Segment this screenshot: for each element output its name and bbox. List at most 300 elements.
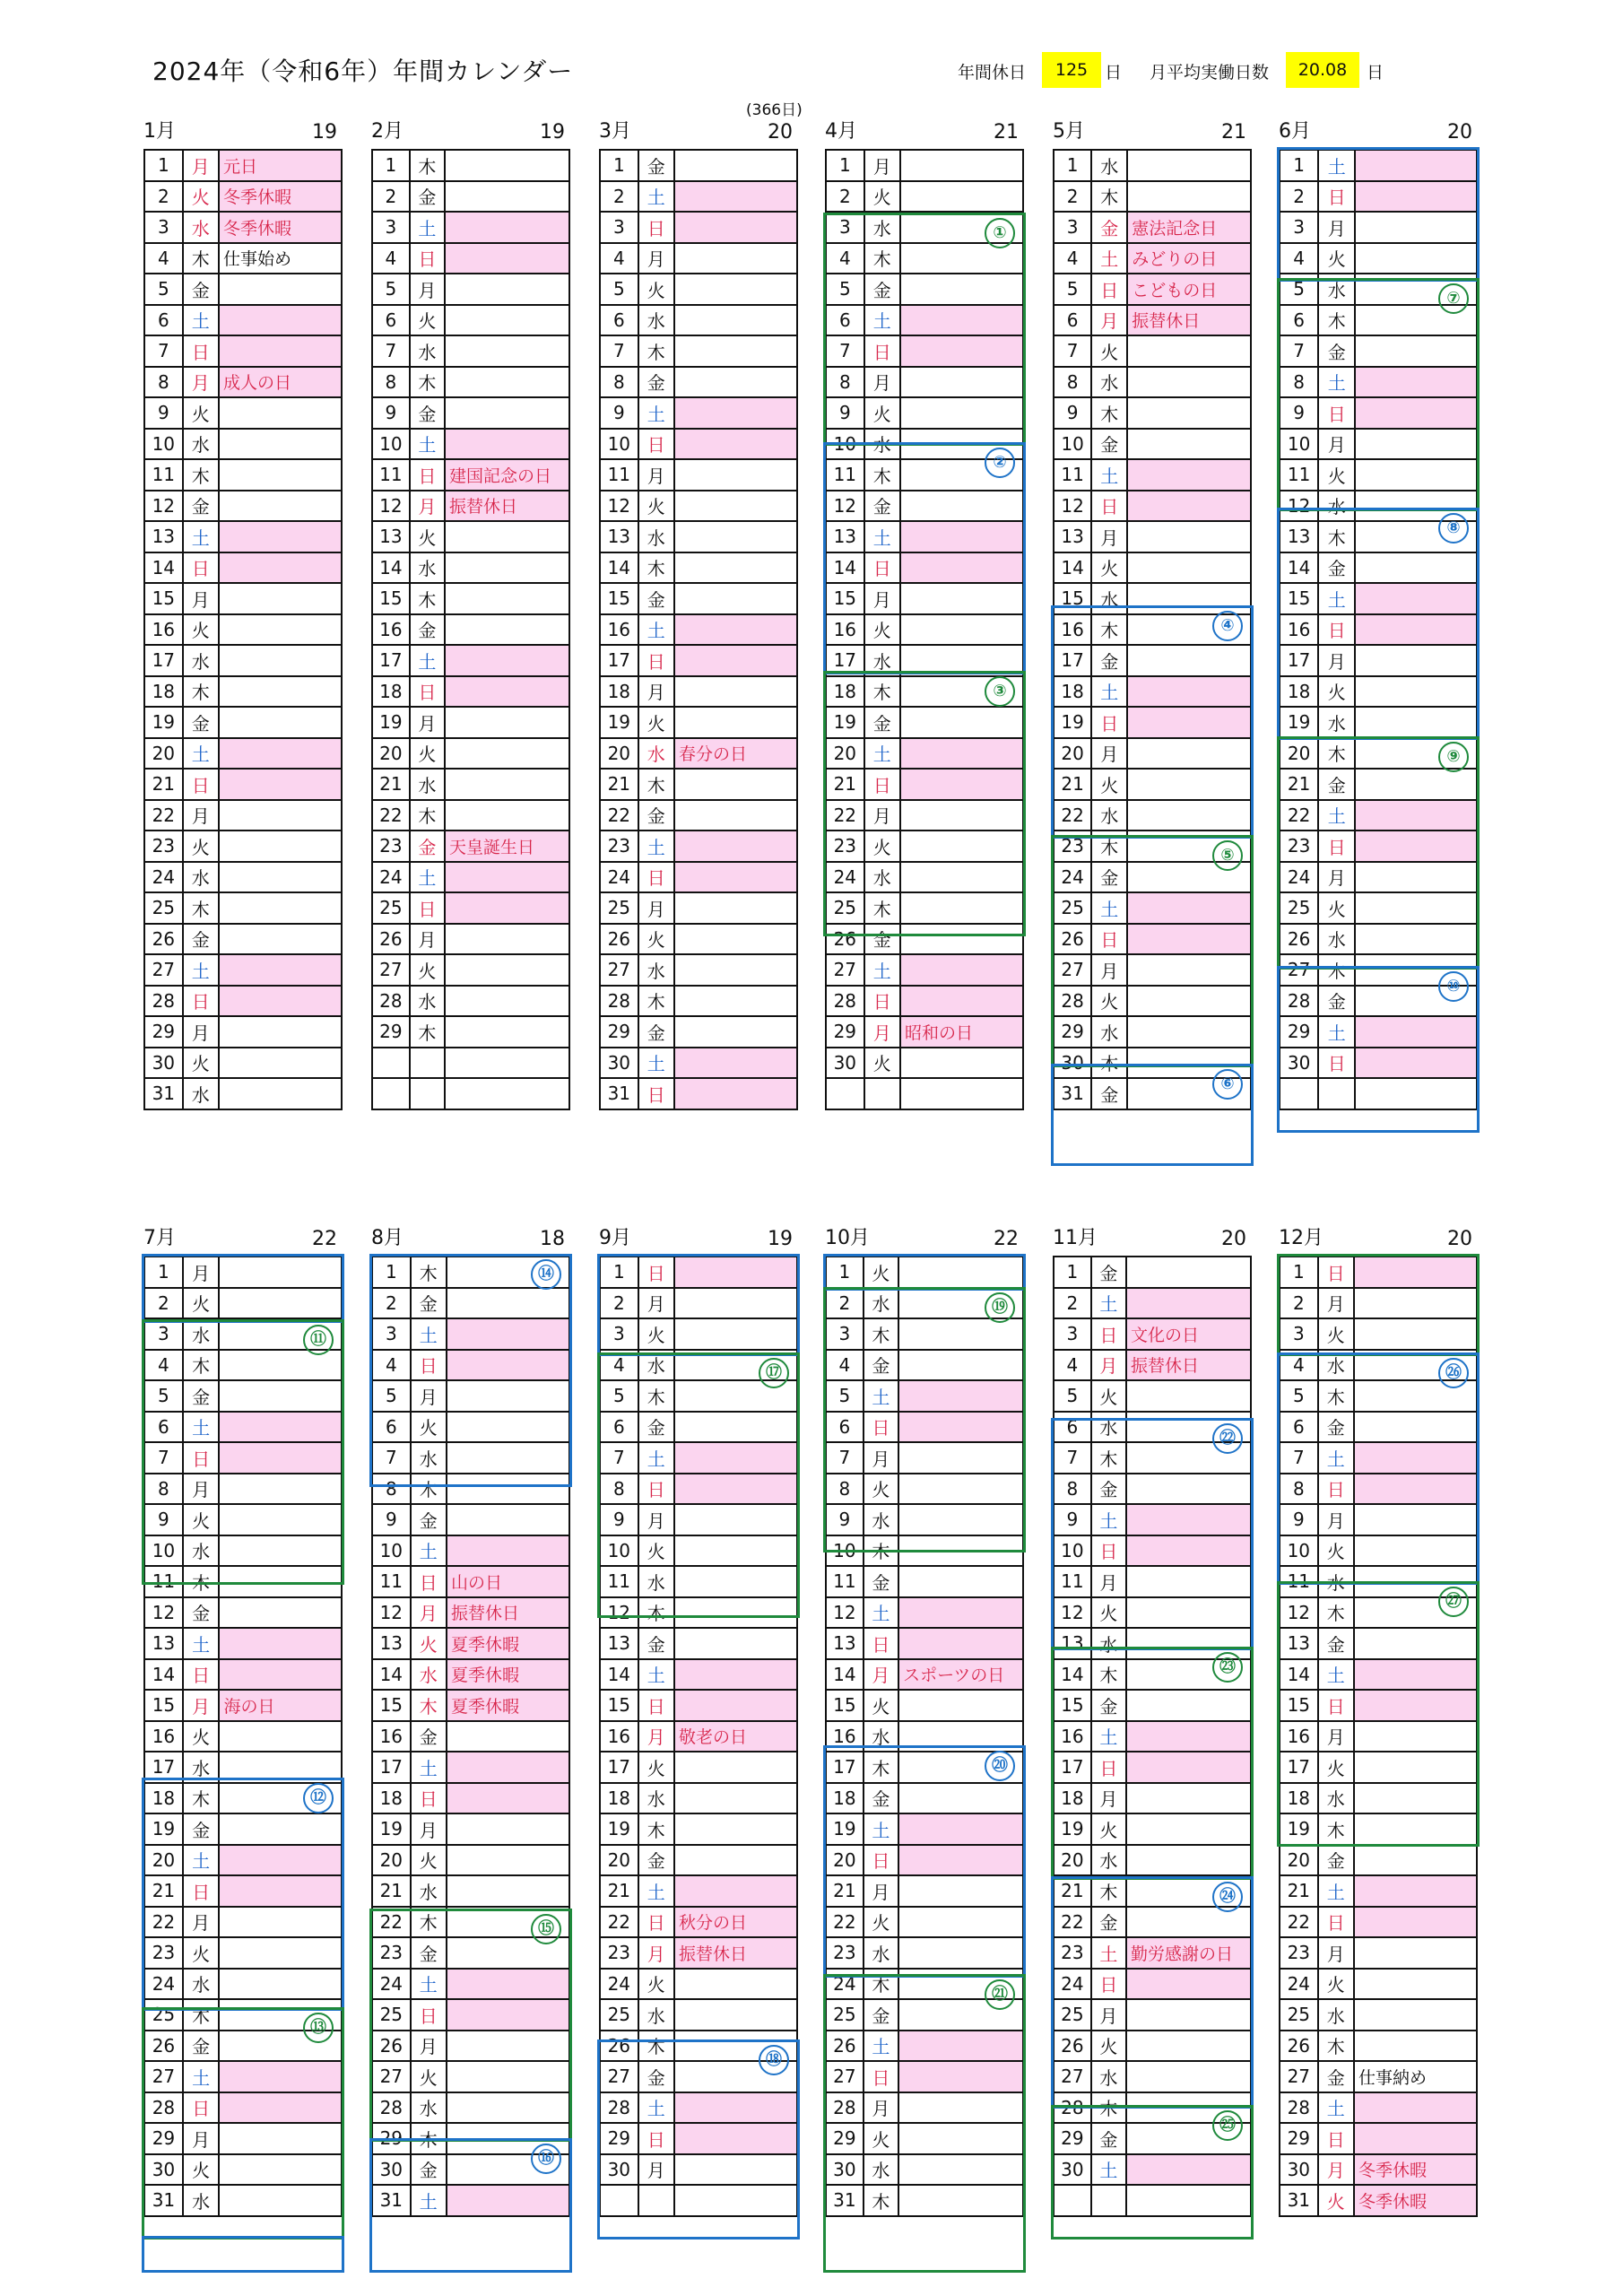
day-number: 2 [372, 181, 410, 213]
day-row [372, 1783, 569, 1814]
day-weekday: 水 [1091, 1016, 1127, 1048]
day-row [600, 1078, 797, 1109]
day-note [1126, 1566, 1251, 1597]
day-number: 1 [826, 150, 864, 181]
day-note [219, 1380, 342, 1412]
day-row [372, 645, 569, 676]
day-weekday: 月 [864, 1442, 898, 1474]
day-note [1354, 1442, 1477, 1474]
day-row [144, 367, 342, 398]
day-row [1280, 1318, 1477, 1350]
day-note [447, 1380, 569, 1412]
day-row [600, 1597, 797, 1629]
day-number: 6 [372, 1412, 411, 1443]
day-note [219, 2092, 342, 2124]
day-note [1355, 831, 1477, 862]
day-number: 27 [1054, 954, 1091, 986]
month-label: 7月 [143, 1227, 176, 1249]
day-weekday: 土 [638, 1048, 674, 1079]
day-number: 22 [826, 1907, 864, 1938]
day-row [372, 335, 569, 367]
day-weekday: 金 [410, 614, 445, 646]
day-row [1054, 335, 1251, 367]
day-row [372, 1412, 569, 1443]
day-note [219, 707, 342, 738]
week-group-number: ⑱ [759, 2045, 789, 2075]
day-number: 26 [372, 2031, 411, 2062]
day-number: 6 [144, 305, 183, 336]
day-note [1354, 2061, 1477, 2092]
day-weekday: 日 [638, 1907, 674, 1938]
day-weekday: 水 [411, 1875, 447, 1907]
day-row [144, 676, 342, 708]
day-number: 3 [144, 1318, 183, 1350]
holiday-name: 成人の日 [222, 373, 291, 394]
day-note [219, 1535, 342, 1567]
day-number: 20 [600, 1845, 638, 1876]
day-note [1126, 1288, 1251, 1319]
holiday-name: 建国記念の日 [449, 465, 552, 486]
day-row [144, 769, 342, 800]
day-note [674, 1999, 797, 2031]
day-note [219, 521, 342, 552]
day-number: 10 [1054, 429, 1091, 460]
month-table [371, 149, 570, 1110]
day-row [1054, 2061, 1251, 2092]
day-number: 24 [826, 1969, 864, 2000]
day-row [372, 1875, 569, 1907]
day-row [1280, 1752, 1477, 1783]
day-weekday: 木 [183, 676, 219, 708]
day-note [898, 2061, 1023, 2092]
day-note [898, 2123, 1023, 2154]
day-number: 23 [600, 1937, 638, 1969]
day-weekday: 月 [864, 583, 900, 614]
day-number: 15 [1280, 1690, 1318, 1721]
day-row [1280, 831, 1477, 862]
day-number: 29 [1280, 2123, 1318, 2154]
day-number: 31 [1280, 2185, 1318, 2216]
day-number: 17 [144, 1752, 183, 1783]
day-number: 2 [826, 181, 864, 213]
day-weekday: 日 [1318, 1474, 1354, 1505]
day-row [826, 986, 1023, 1017]
day-row [372, 924, 569, 955]
day-note [1355, 243, 1477, 274]
day-weekday: 金 [638, 800, 674, 831]
day-row [826, 397, 1023, 429]
day-note [674, 1597, 797, 1629]
day-note [674, 367, 797, 398]
day-row [600, 1566, 797, 1597]
day-number: 21 [144, 1875, 183, 1907]
day-weekday: 月 [864, 1875, 898, 1907]
day-weekday: 水 [183, 1969, 220, 2000]
day-row [826, 1078, 1023, 1109]
day-number: 10 [372, 1535, 411, 1567]
month-workdays: 20 [768, 121, 793, 144]
day-weekday: 木 [410, 150, 445, 181]
day-weekday: 火 [864, 1474, 898, 1505]
day-number: 11 [1054, 1566, 1091, 1597]
day-number: 31 [144, 1078, 183, 1109]
day-note [219, 1016, 342, 1048]
day-row [1280, 1875, 1477, 1907]
day-weekday: 日 [1091, 491, 1127, 522]
day-weekday: 月 [1091, 1566, 1126, 1597]
day-note [898, 1566, 1023, 1597]
day-row [1054, 1318, 1251, 1350]
day-note [219, 243, 342, 274]
day-weekday: 水 [411, 1442, 447, 1474]
day-weekday: 月 [1091, 521, 1127, 552]
day-note [219, 583, 342, 614]
day-note [447, 1845, 569, 1876]
day-number: 10 [144, 429, 183, 460]
day-note [674, 1318, 797, 1350]
month-12 [1279, 1225, 1478, 2280]
day-note [445, 924, 569, 955]
day-note [674, 1659, 797, 1691]
day-weekday: 日 [638, 645, 674, 676]
day-number: 26 [600, 924, 638, 955]
month-header [599, 1225, 798, 1252]
day-weekday: 水 [1091, 367, 1127, 398]
month-workdays: 18 [540, 1228, 565, 1250]
day-note [1355, 397, 1477, 429]
day-note [674, 862, 797, 893]
day-weekday: 火 [183, 1937, 220, 1969]
day-number: 13 [1054, 1628, 1091, 1659]
day-number: 22 [600, 1907, 638, 1938]
day-number: 22 [826, 800, 864, 831]
day-note [447, 1566, 569, 1597]
day-weekday: 木 [864, 1318, 898, 1350]
day-note [219, 1721, 342, 1752]
day-note [900, 645, 1023, 676]
day-number: 18 [826, 676, 864, 708]
day-number: 16 [826, 614, 864, 646]
day-row [826, 1016, 1023, 1048]
day-row [1054, 1783, 1251, 1814]
day-weekday: 火 [864, 2123, 898, 2154]
day-weekday: 火 [1091, 1813, 1126, 1845]
day-row [1054, 2031, 1251, 2062]
day-weekday: 金 [183, 924, 219, 955]
day-weekday: 火 [638, 707, 674, 738]
day-weekday: 火 [183, 397, 219, 429]
day-number: 13 [144, 521, 183, 552]
month-workdays: 22 [994, 1228, 1019, 1250]
day-weekday: 木 [411, 1907, 447, 1938]
day-number: 11 [372, 459, 410, 491]
day-row [144, 924, 342, 955]
day-number: 24 [600, 862, 638, 893]
day-weekday: 木 [638, 335, 674, 367]
day-note [674, 1937, 797, 1969]
day-number: 5 [1280, 274, 1318, 305]
month-header [371, 118, 570, 145]
day-number: 13 [144, 1628, 183, 1659]
day-row [1054, 429, 1251, 460]
day-weekday: 火 [864, 1907, 898, 1938]
day-weekday: 火 [864, 1048, 900, 1079]
day-weekday: 金 [1318, 1412, 1354, 1443]
day-note [1127, 491, 1251, 522]
month-table [143, 149, 343, 1110]
day-note [1355, 181, 1477, 213]
day-weekday: 日 [183, 335, 219, 367]
day-note [1354, 1783, 1477, 1814]
day-number: 15 [600, 1690, 638, 1721]
day-number: 31 [826, 2185, 864, 2216]
day-weekday: 日 [1091, 1535, 1126, 1567]
day-note [1127, 583, 1251, 614]
day-row [1054, 707, 1251, 738]
day-number: 3 [1280, 1318, 1318, 1350]
day-weekday: 金 [864, 1350, 898, 1381]
day-number: 23 [600, 831, 638, 862]
day-row [372, 1474, 569, 1505]
month-workdays: 22 [312, 1228, 337, 1250]
day-weekday: 金 [1318, 769, 1355, 800]
day-weekday: 土 [638, 1875, 674, 1907]
day-number: 4 [1054, 1350, 1091, 1381]
day-row [826, 1845, 1023, 1876]
day-weekday: 日 [864, 1845, 898, 1876]
day-row [600, 924, 797, 955]
day-number: 21 [1280, 769, 1318, 800]
day-row [372, 1721, 569, 1752]
day-number: 6 [600, 1412, 638, 1443]
day-number: 27 [600, 2061, 638, 2092]
day-number: 25 [1280, 1999, 1318, 2031]
day-row [144, 1969, 342, 2000]
day-weekday: 土 [183, 738, 219, 770]
day-row [144, 1813, 342, 1845]
day-note [898, 1504, 1023, 1535]
day-row [144, 2154, 342, 2186]
day-row [144, 1937, 342, 1969]
day-number: 13 [600, 1628, 638, 1659]
day-number: 29 [372, 2123, 411, 2154]
day-row [600, 1442, 797, 1474]
day-row [600, 491, 797, 522]
day-number: 11 [372, 1566, 411, 1597]
day-weekday: 金 [410, 831, 445, 862]
day-weekday: 木 [638, 1380, 674, 1412]
day-weekday: 火 [1318, 1969, 1354, 2000]
day-number: 16 [372, 1721, 411, 1752]
day-note [1354, 1474, 1477, 1505]
day-note [1355, 552, 1477, 584]
day-weekday: 月 [183, 1690, 220, 1721]
day-row [600, 521, 797, 552]
day-note [1355, 335, 1477, 367]
day-note [1126, 1690, 1251, 1721]
day-number: 25 [600, 892, 638, 924]
day-note [900, 614, 1023, 646]
day-weekday: 水 [1091, 1845, 1126, 1876]
day-number: 8 [1054, 367, 1091, 398]
month-header [371, 1225, 570, 1252]
day-number: 6 [1280, 305, 1318, 336]
day-note [447, 1999, 569, 2031]
day-row [144, 1048, 342, 1079]
day-note [674, 1048, 797, 1079]
day-number: 8 [144, 367, 183, 398]
day-note [445, 1048, 569, 1079]
day-weekday: 木 [1091, 614, 1127, 646]
day-number [372, 1078, 410, 1109]
day-number: 7 [372, 1442, 411, 1474]
day-number: 2 [1280, 181, 1318, 213]
day-number: 16 [1280, 614, 1318, 646]
day-note [674, 1845, 797, 1876]
day-row [600, 707, 797, 738]
day-note [447, 1288, 569, 1319]
month-workdays: 19 [540, 121, 565, 144]
week-group-number: ③ [985, 676, 1015, 707]
day-note [900, 1078, 1023, 1109]
day-row [826, 862, 1023, 893]
day-row [1280, 2154, 1477, 2186]
day-row [144, 738, 342, 770]
day-number: 21 [1280, 1875, 1318, 1907]
day-row [826, 707, 1023, 738]
day-row [826, 1628, 1023, 1659]
day-note [674, 769, 797, 800]
day-row [826, 1350, 1023, 1381]
day-number: 17 [1054, 1752, 1091, 1783]
day-number: 16 [600, 614, 638, 646]
day-number: 30 [144, 2154, 183, 2186]
day-number: 30 [1280, 1048, 1318, 1079]
day-weekday: 月 [1318, 429, 1355, 460]
day-weekday: 木 [1091, 397, 1127, 429]
day-weekday: 月 [183, 1257, 220, 1288]
month-header [599, 118, 798, 145]
day-number: 21 [600, 1875, 638, 1907]
day-number: 18 [1280, 676, 1318, 708]
day-note [447, 1442, 569, 1474]
day-number: 4 [144, 243, 183, 274]
day-number: 9 [372, 1504, 411, 1535]
day-weekday: 金 [411, 2154, 447, 2186]
day-number: 7 [826, 335, 864, 367]
day-note [1354, 1318, 1477, 1350]
day-note [219, 491, 342, 522]
day-number: 5 [1280, 1380, 1318, 1412]
day-note [898, 1783, 1023, 1814]
day-number: 26 [1280, 2031, 1318, 2062]
day-row [144, 645, 342, 676]
day-weekday: 日 [638, 1474, 674, 1505]
day-number: 19 [1280, 1813, 1318, 1845]
day-weekday: 日 [1091, 1969, 1126, 2000]
day-weekday: 金 [183, 274, 219, 305]
day-number: 26 [372, 924, 410, 955]
day-weekday: 土 [1318, 583, 1355, 614]
day-weekday: 月 [638, 1504, 674, 1535]
day-note [1355, 1016, 1477, 1048]
day-note [1126, 1937, 1251, 1969]
day-number: 20 [372, 738, 410, 770]
day-number: 4 [600, 243, 638, 274]
day-weekday: 火 [183, 1721, 220, 1752]
month-workdays: 20 [1447, 121, 1472, 144]
day-row [1280, 212, 1477, 243]
day-number: 12 [144, 1597, 183, 1629]
day-row [600, 1659, 797, 1691]
week-group-number: ⑥ [1212, 1069, 1243, 1100]
day-row [1054, 1752, 1251, 1783]
day-weekday: 日 [411, 1350, 447, 1381]
day-row [826, 1048, 1023, 1079]
day-note [1354, 1288, 1477, 1319]
day-row [600, 1048, 797, 1079]
day-note [445, 707, 569, 738]
day-weekday: 土 [183, 1412, 220, 1443]
page-title: 2024年（令和6年）年間カレンダー [152, 57, 574, 86]
week-group-number: ⑫ [303, 1783, 334, 1813]
day-number: 8 [1054, 1474, 1091, 1505]
day-number: 6 [1280, 1412, 1318, 1443]
day-note [445, 800, 569, 831]
day-number: 16 [600, 1721, 638, 1752]
day-row [372, 1318, 569, 1350]
day-row [1054, 274, 1251, 305]
day-row [1054, 924, 1251, 955]
day-note [219, 831, 342, 862]
day-weekday: 水 [183, 212, 219, 243]
day-note [1354, 1999, 1477, 2031]
day-weekday: 日 [1091, 707, 1127, 738]
day-weekday: 木 [183, 1566, 220, 1597]
month-header [825, 118, 1024, 145]
day-weekday: 日 [1318, 2123, 1354, 2154]
day-row [600, 1535, 797, 1567]
day-number: 13 [372, 1628, 411, 1659]
day-number: 2 [144, 181, 183, 213]
day-number: 9 [1054, 397, 1091, 429]
day-number: 27 [826, 2061, 864, 2092]
day-number: 17 [600, 1752, 638, 1783]
day-row [600, 1412, 797, 1443]
day-weekday: 月 [638, 459, 674, 491]
day-row [826, 181, 1023, 213]
day-number: 4 [826, 1350, 864, 1381]
day-number: 1 [1280, 1257, 1318, 1288]
day-weekday: 水 [183, 1535, 220, 1567]
day-row [600, 1813, 797, 1845]
day-note [1355, 459, 1477, 491]
day-weekday: 金 [638, 1845, 674, 1876]
day-number: 26 [1054, 924, 1091, 955]
day-note [219, 1048, 342, 1079]
day-note [219, 2061, 342, 2092]
day-weekday: 日 [1318, 1048, 1355, 1079]
day-row [826, 2092, 1023, 2124]
day-note [1127, 212, 1251, 243]
day-row [372, 892, 569, 924]
day-row [1054, 1566, 1251, 1597]
day-number: 12 [600, 1597, 638, 1629]
day-note [445, 831, 569, 862]
day-number: 16 [1280, 1721, 1318, 1752]
day-weekday: 火 [1091, 552, 1127, 584]
day-number: 18 [372, 1783, 411, 1814]
